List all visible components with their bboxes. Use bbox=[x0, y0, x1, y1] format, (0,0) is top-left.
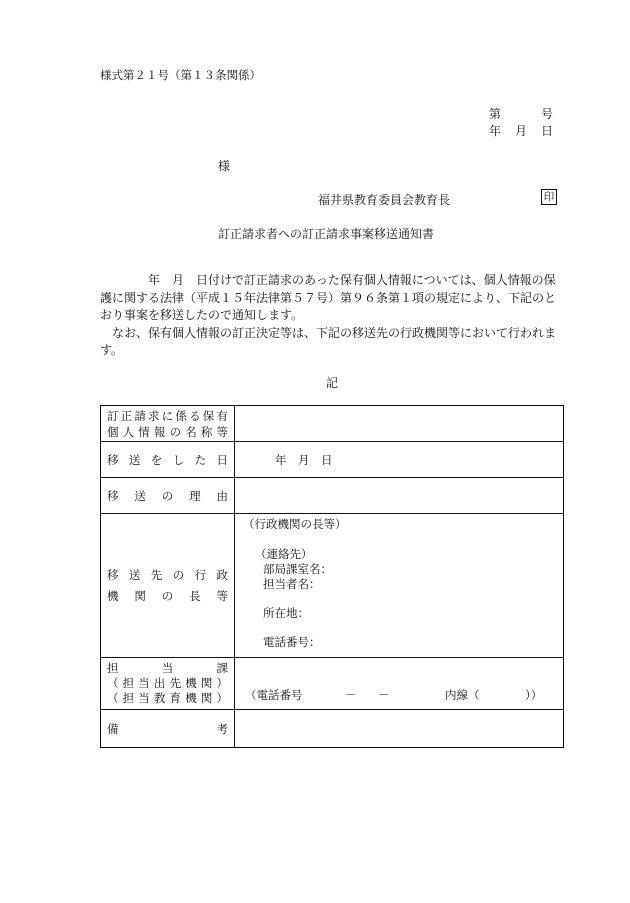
table-row bbox=[101, 406, 564, 442]
transfer-reason-value bbox=[235, 478, 564, 514]
phone-dash-1: － bbox=[345, 688, 357, 702]
record-name-label bbox=[101, 406, 235, 442]
body-paragraph-1: 年 月 日付けで訂正請求のあった保有個人情報については、個人情報の保護に関する法律（平成１５年法律第５７号）第９６条第１項の規定により、下記のとおり事案を移送したので通知します。 bbox=[100, 273, 557, 322]
extension-label: 内線（ bbox=[445, 688, 480, 702]
seal-mark: 印 bbox=[541, 189, 557, 205]
department-field: 部局課室名： bbox=[263, 562, 332, 576]
body-text bbox=[100, 272, 560, 360]
record-name-value bbox=[235, 406, 564, 442]
table-row bbox=[101, 710, 564, 748]
date-day: 日 bbox=[541, 124, 554, 138]
destination-agency-label-line1: 移送先の行政 bbox=[107, 568, 228, 582]
document-number-suffix: 号 bbox=[541, 107, 554, 121]
responsible-section-label-line1: 担当課 bbox=[107, 661, 228, 675]
agency-head: （行政機関の長等） bbox=[243, 517, 347, 531]
phone-field: 電話番号： bbox=[263, 635, 321, 649]
remarks-label-left: 備 bbox=[107, 721, 119, 736]
responsible-section-value bbox=[235, 658, 564, 710]
transfer-date-value-text: 年 月 日 bbox=[275, 452, 333, 467]
addressee: 様 bbox=[218, 159, 231, 173]
destination-agency-value bbox=[235, 514, 564, 658]
destination-agency-label bbox=[101, 514, 235, 658]
detail-table bbox=[100, 405, 564, 748]
address-field: 所在地： bbox=[263, 606, 309, 620]
contact-phone-label: （電話番号 bbox=[245, 688, 303, 702]
transfer-date-label-text: 移送をした日 bbox=[107, 452, 228, 467]
remarks-value bbox=[235, 710, 564, 748]
table-row bbox=[101, 514, 564, 658]
responsible-section-label bbox=[101, 658, 235, 710]
table-row bbox=[101, 658, 564, 710]
phone-dash-2: － bbox=[378, 688, 390, 702]
date-month: 月 bbox=[515, 124, 528, 138]
document-number-label: 第 bbox=[489, 107, 502, 121]
form-number: 様式第２１号（第１３条関係） bbox=[100, 68, 261, 82]
responsible-section-label-line3: （担当教育機関） bbox=[107, 691, 228, 705]
transfer-date-value bbox=[235, 442, 564, 478]
transfer-reason-label-text: 移送の理由 bbox=[107, 488, 228, 503]
record-name-label-line2: 個人情報の名称等 bbox=[107, 424, 228, 439]
remarks-label-right: 考 bbox=[216, 721, 228, 736]
body-paragraph-2: なお、保有個人情報の訂正決定等は、下記の移送先の行政機関等において行われます。 bbox=[100, 325, 557, 357]
notice-heading: 記 bbox=[326, 376, 339, 390]
table-row bbox=[101, 478, 564, 514]
date-year: 年 bbox=[489, 124, 502, 138]
person-in-charge-field: 担当者名： bbox=[263, 577, 321, 591]
transfer-date-label bbox=[101, 442, 235, 478]
sender: 福井県教育委員会教育長 bbox=[318, 193, 451, 207]
destination-agency-label-line2: 機関の長等 bbox=[107, 589, 228, 603]
record-name-label-line1: 訂正請求に係る保有 bbox=[107, 408, 228, 423]
document-title: 訂正請求者への訂正請求事案移送通知書 bbox=[218, 227, 435, 241]
remarks-label bbox=[101, 710, 235, 748]
extension-close: ）） bbox=[525, 688, 543, 702]
table-row bbox=[101, 442, 564, 478]
responsible-section-label-line2: （担当出先機関） bbox=[107, 676, 228, 690]
transfer-reason-label bbox=[101, 478, 235, 514]
contact-heading: （連絡先） bbox=[255, 547, 313, 561]
